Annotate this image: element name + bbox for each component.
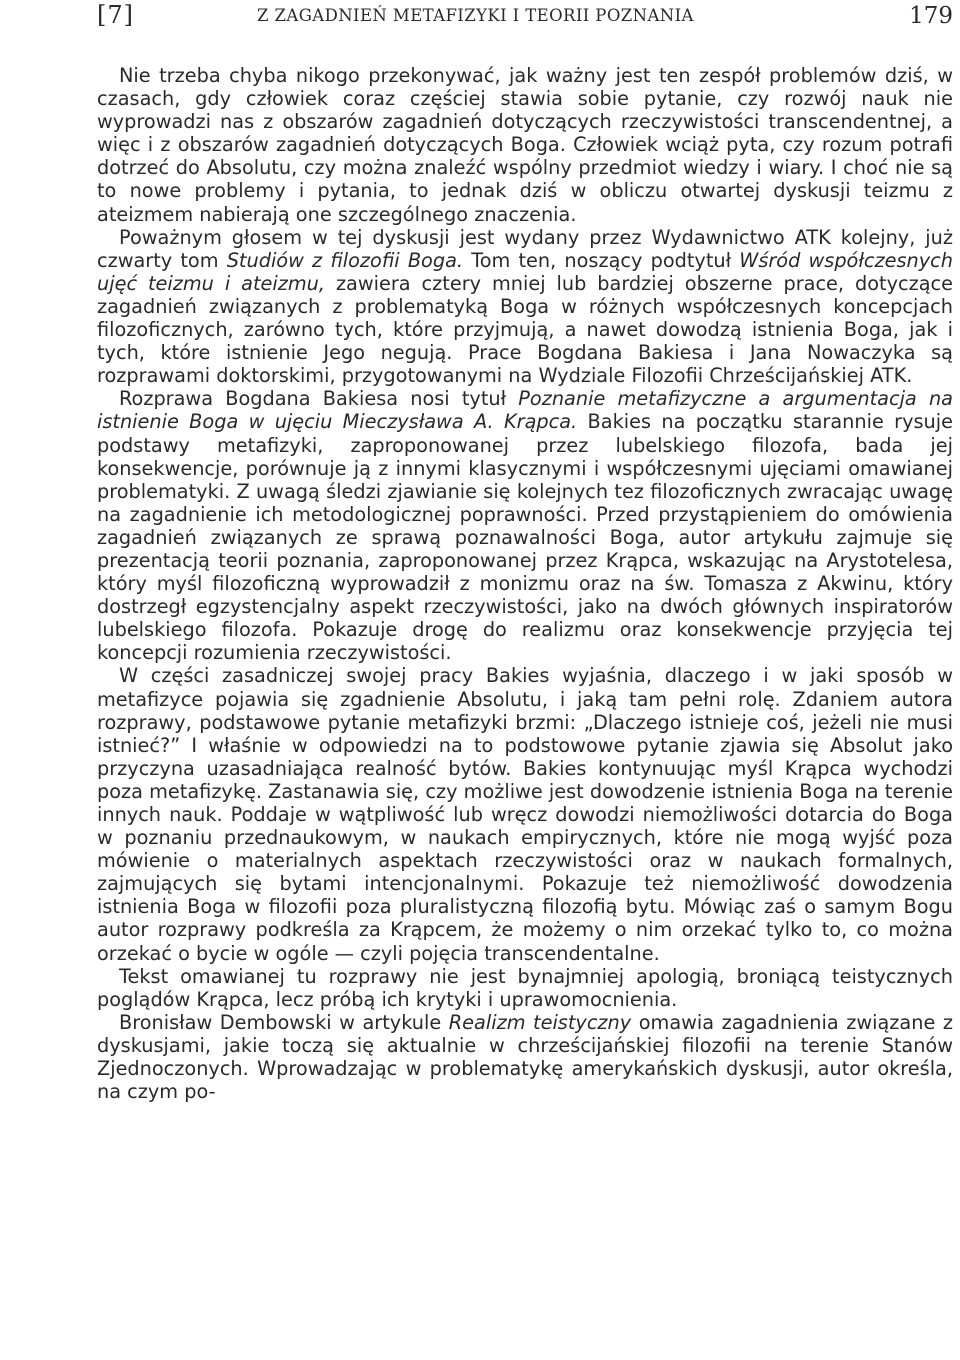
dissertation-title: Poznanie metafizyczne a argumentacja na istnienie Boga w ujęciu Mieczysława A. Krąpca. <box>97 387 953 434</box>
paragraph-6-text-c: omawia zagadnienia związane z dyskusjami, jakie toczą się aktualnie w chrześcijańskiej filozofii na terenie Stanów Zjednoczonych. Wprowadzając w problematykę amerykańskich dyskusji, autor określa, na czym po- <box>97 1010 953 1104</box>
running-title: Z ZAGADNIEŃ METAFIZYKI I TEORII POZNANIA <box>257 6 694 25</box>
paragraph-2-text-a: Poważnym głosem w tej dyskusji jest wydany przez Wydawnictwo ATK kolejny, już czwarty tom <box>97 225 953 272</box>
volume-subtitle: Wśród współczesnych ujęć teizmu i ateizmu, <box>97 248 953 295</box>
paragraph-4-text: W części zasadniczej swojej pracy Bakies wyjaśnia, dlaczego i w jaki sposób w metafizyce pojawia się zgadnienie Absolutu, i jaką tam pełni rolę. Zdaniem autora rozprawy, podstawowe pytanie metafizyki brzmi: „Dlaczego istnieje coś, jeżeli nie musi istnieć?” I właśnie w odpowiedzi na to podstowowe pytanie zjawia się Absolut jako przyczyna uzasadniająca realność bytów. Bakies kontynuując myśl Krąpca wychodzi poza metafizykę. Zastanawia się, czy możliwe jest dowodzenie istnienia Boga na terenie innych nauk. Poddaje w wątpliwość lub wręcz dowodzi niemożliwości dotarcia do Boga w poznaniu przednaukowym, w naukach empirycznych, które nie mogą wyjść poza mówienie o materialnych aspektach rzeczywistości oraz w naukach formalnych, zajmujących się bytami intencjonalnymi. Pokazuje też niemożliwość dowodzenia istnienia Boga w filozofii poza pluralistyczną filozofią bytu. Mówiąc zaś o samym Bogu autor rozprawy podkreśla za Krąpcem, że możemy o nim orzekać tylko to, co można orzekać o bycie w ogóle — czyli pojęcia transcendentalne. <box>97 664 953 965</box>
page-number: 179 <box>909 3 953 29</box>
paragraph-2-text-e: zawiera cztery mniej lub bardziej obszerne prace, dotyczące zagadnień związanych z problematyką Boga w różnych współczesnych koncepcjach filozoficznych, zarówno tych, które przyjmują, a nawet dowodzą istnienia Boga, jak i tych, które istnienie Jego negują. Prace Bogdana Bakiesa i Jana Nowaczyka są rozprawami doktorskimi, przygotowanymi na Wydziale Filozofii Chrześcijańskiej ATK. <box>97 271 953 388</box>
paragraph-3 <box>97 387 953 664</box>
paragraph-2-text-c: Tom ten, noszący podtytuł <box>471 248 732 272</box>
article-title: Realizm teistyczny <box>448 1010 632 1034</box>
paragraph-6-text-a: Bronisław Dembowski w artykule <box>119 1010 442 1034</box>
paragraph-5 <box>97 965 953 1011</box>
paragraph-1-text: Nie trzeba chyba nikogo przekonywać, jak ważny jest ten zespół problemów dziś, w czasach, gdy człowiek coraz częściej stawia sobie pytanie, czy rozwój nauk nie wyprowadzi nas z obszarów zagadnień dotyczących rzeczywistości transcendentnej, a więc i z obszarów zagadnień dotyczących Boga. Człowiek wciąż pyta, czy rozum potrafi dotrzeć do Absolutu, czy można znaleźć wspólny przedmiot wiedzy i wiary. I choć nie są to nowe problemy i pytania, to jednak dziś w obliczu otwartej dyskusji teizmu z ateizmem nabierają one szczególnego znaczenia. <box>97 64 953 226</box>
paragraph-5-text: Tekst omawianej tu rozprawy nie jest bynajmniej apologią, broniącą teistycznych poglądów Krąpca, lecz próbą ich krytyki i uprawomocnienia. <box>97 964 953 1011</box>
article-body <box>97 64 953 1103</box>
paragraph-6 <box>97 1011 953 1103</box>
paragraph-3-text-a: Rozprawa Bogdana Bakiesa nosi tytuł <box>119 387 507 411</box>
paragraph-3-text-c: Bakies na początku starannie rysuje podstawy metafizyki, zaproponowanej przez lubelskiego filozofa, bada jej konsekwencje, porównuje ją z innymi klasycznymi i współczesnymi ujęciami omawianej problematyki. Z uwagą śledzi zjawianie się kolejnych tez filozoficznych zwracając uwagę na zagadnienie ich metodologicznej poprawności. Przed przystąpieniem do omówienia zagadnień związanych ze sprawą poznawalności Boga, autor artykułu zajmuje się prezentacją teorii poznania, zaproponowanej przez Krąpca, wskazując na Arystotelesa, który myśl filozoficzną wyprowadził z monizmu oraz na św. Tomasza z Akwinu, który dostrzegł egzystencjalny aspekt rzeczywistości, jako na dwóch głównych inspiratorów lubelskiego filozofa. Pokazuje drogę do realizmu oraz konsekwencje przyjęcia tej koncepcji rozumienia rzeczywistości. <box>97 410 953 665</box>
running-header <box>97 0 953 36</box>
document-page <box>97 0 953 1360</box>
section-number: [7] <box>97 1 134 29</box>
paragraph-2 <box>97 226 953 388</box>
series-title: Studiów z filozofii Boga. <box>226 248 464 272</box>
paragraph-4 <box>97 664 953 964</box>
paragraph-1 <box>97 64 953 226</box>
